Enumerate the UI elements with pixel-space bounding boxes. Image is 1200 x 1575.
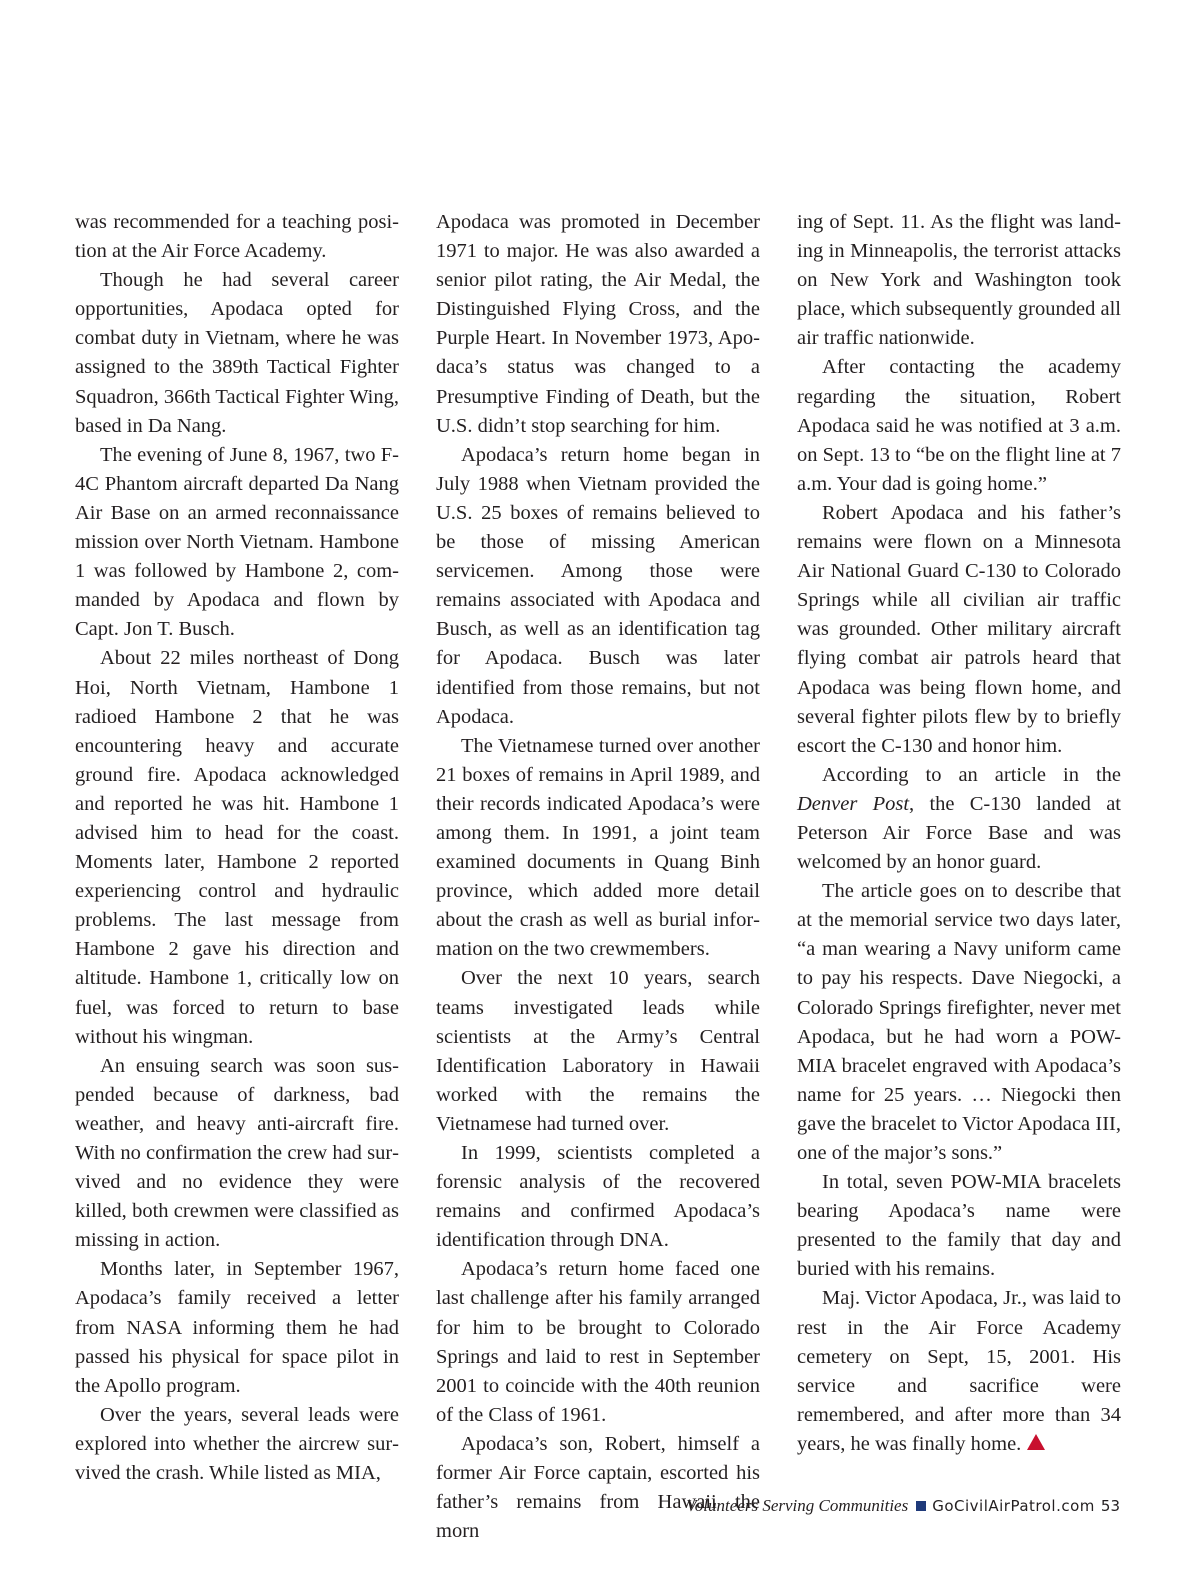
paragraph-text: According to an article in the: [822, 763, 1121, 786]
article-column-3: [797, 208, 1121, 1459]
article-column-2: [436, 208, 760, 1546]
paragraph: Robert Apodaca and his father’s remains were flown on a Minnesota Air National Guard C-130 to Colorado Springs while all civilian air traffic was grounded. Other military aircraft flying combat air patrols heard that Apodaca was being flown home, and several fighter pilots flew by to briefly escort the C-130 and honor him.: [797, 501, 1121, 757]
paragraph: After contacting the academy regarding the situation, Robert Apodaca said he was notified at 3 a.m. on Sept. 13 to “be on the flight line at 7 a.m. Your dad is going home.”: [797, 356, 1121, 495]
paragraph: About 22 miles northeast of Dong Hoi, North Vietnam, Hambone 1 radioed Hambone 2 that he was encountering heavy and accurate ground fire. Apodaca acknowledged and reported he was hit. Hambone 1 advised him to head for the coast. Moments later, Hambone 2 reported experiencing control and hydraulic problems. The last message from Hambone 2 gave his direction and altitude. Hambone 1, critically low on fuel, was forced to return to base without his wingman.: [75, 647, 399, 1048]
footer-website: GoCivilAirPatrol.com: [932, 1497, 1095, 1515]
footer-tagline: Volunteers Serving Communities: [686, 1496, 909, 1515]
paragraph: The Vietnamese turned over another 21 boxes of remains in April 1989, and their records indicated Apodaca’s were among them. In 1991, a joint team examined documents in Quang Binh province, which added more detail about the crash as well as burial information on the two crewmembers.: [436, 734, 760, 961]
page-footer: [686, 1496, 1120, 1516]
article-column-1: [75, 208, 399, 1488]
page-number: 53: [1100, 1497, 1120, 1515]
paragraph: Months later, in September 1967, Apodaca’s family received a letter from NASA informing them he had passed his physical for space pilot in the Apollo program.: [75, 1258, 399, 1397]
paragraph: Apodaca was promoted in December 1971 to major. He was also awarded a senior pilot rating, the Air Medal, the Distinguished Flying Cross, and the Purple Heart. In November 1973, Apodaca’s status was changed to a Presumptive Finding of Death, but the U.S. didn’t stop searching for him.: [436, 211, 760, 437]
paragraph: was recommended for a teaching position at the Air Force Academy.: [75, 211, 399, 263]
paragraph: In 1999, scientists completed a forensic analysis of the recovered remains and confirmed Apodaca’s identification through DNA.: [436, 1142, 760, 1252]
paragraph: [797, 1284, 1121, 1459]
paragraph: An ensuing search was soon suspended because of darkness, bad weather, and heavy anti-aircraft fire. With no confirmation the crew had survived and no evidence they were killed, both crewmen were classified as missing in action.: [75, 1054, 399, 1252]
paragraph: Apodaca’s return home faced one last challenge after his family arranged for him to be brought to Colorado Springs and laid to rest in September 2001 to coincide with the 40th reunion of the Class of 1961.: [436, 1258, 760, 1426]
publication-name: Denver Post: [797, 792, 910, 815]
paragraph: Over the years, several leads were explored into whether the aircrew survived the crash. While listed as MIA,: [75, 1403, 399, 1485]
paragraph: Apodaca’s son, Robert, himself a former Air Force captain, escorted his father’s remains from Hawaii the morn: [436, 1432, 760, 1543]
red-triangle-icon: [1027, 1434, 1045, 1450]
paragraph-text: , the C-130 landed at Peterson Air Force Base and was welcomed by an honor guard.: [797, 792, 1121, 874]
paragraph: The article goes on to describe that at the memorial service two days later, “a man wearing a Navy uniform came to pay his respects. Dave Niegocki, a Colorado Springs firefighter, never met Apodaca, but he had worn a POW-MIA bracelet engraved with Apodaca’s name for 25 years. … Niegocki then gave the bracelet to Victor Apodaca III, one of the major’s sons.”: [797, 880, 1121, 1164]
paragraph: Apodaca’s return home began in July 1988 when Vietnam provided the U.S. 25 boxes of remains believed to be those of missing American servicemen. Among those were remains associated with Apodaca and Busch, as well as an identification tag for Apodaca. Busch was later identified from those remains, but not Apodaca.: [436, 443, 760, 728]
paragraph-text: Maj. Victor Apodaca, Jr., was laid to rest in the Air Force Academy cemetery on Sept, 15, 2001. His service and sacrifice were remembered, and after more than 34 years, he was finally home.: [797, 1287, 1122, 1455]
paragraph: In total, seven POW-MIA bracelets bearing Apodaca’s name were presented to the family that day and buried with his remains.: [797, 1171, 1121, 1281]
paragraph: The evening of June 8, 1967, two F-4C Phantom aircraft departed Da Nang Air Base on an armed reconnaissance mission over North Vietnam. Hambone 1 was followed by Hambone 2, commanded by Apodaca and flown by Capt. Jon T. Busch.: [75, 443, 399, 641]
paragraph: Though he had several career opportunities, Apodaca opted for combat duty in Vietnam, where he was assigned to the 389th Tactical Fighter Squadron, 366th Tactical Fighter Wing, based in Da Nang.: [75, 269, 399, 437]
paragraph: Over the next 10 years, search teams investigated leads while scientists at the Army’s Central Identification Laboratory in Hawaii worked with the remains the Vietnamese had turned over.: [436, 967, 760, 1135]
paragraph: ing of Sept. 11. As the flight was landing in Minneapolis, the terrorist attacks on New York and Washington took place, which subsequently grounded all air traffic nationwide.: [797, 211, 1121, 350]
square-bullet-icon: [916, 1501, 926, 1511]
paragraph: [797, 761, 1121, 877]
